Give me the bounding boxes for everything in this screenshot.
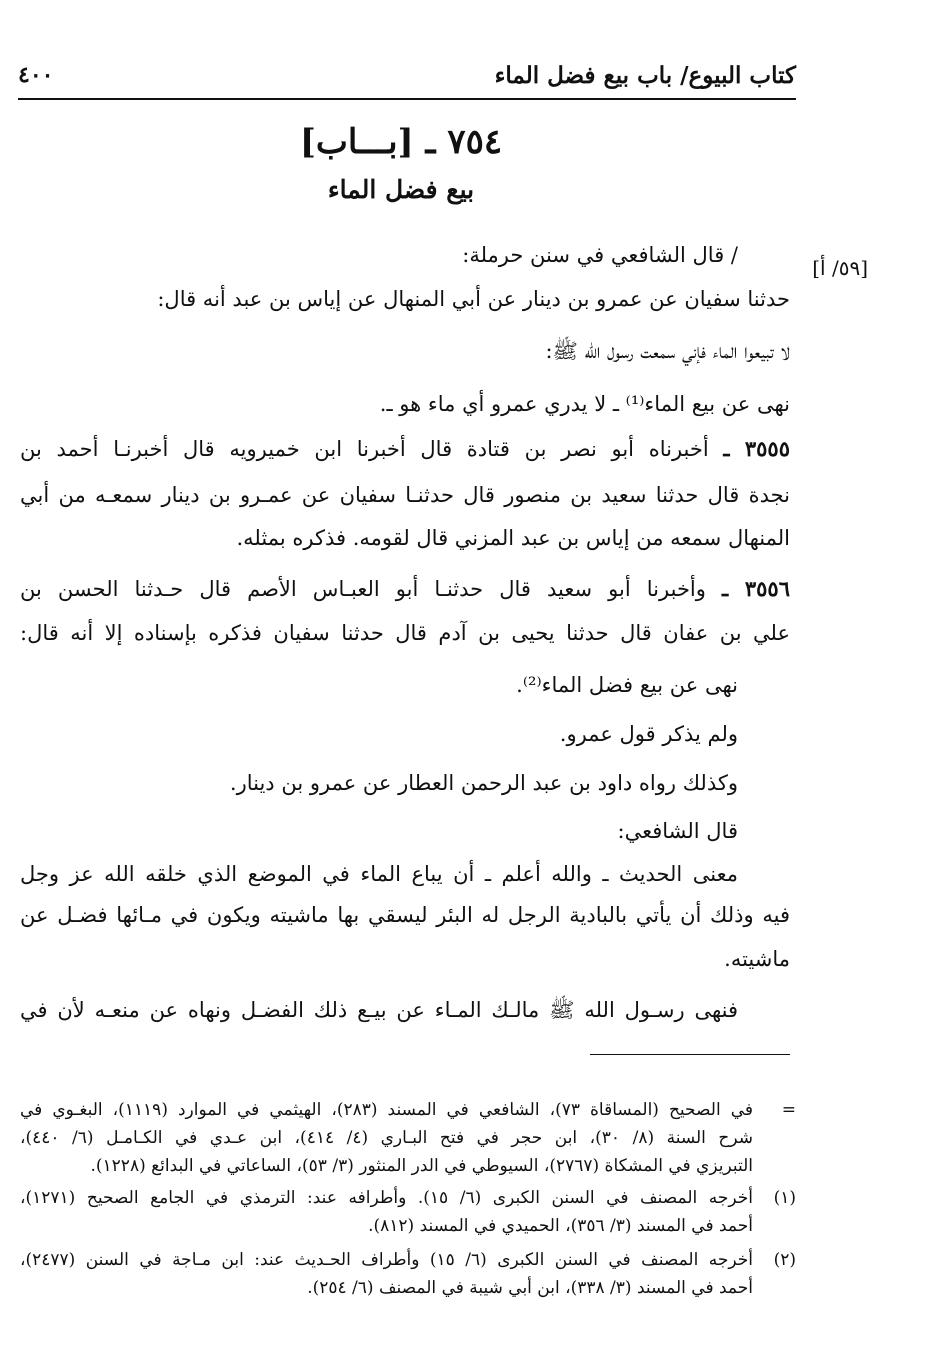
body-line: ولم يذكر قول عمرو. <box>559 722 738 746</box>
body-line: نهى عن بيع فضل الماء⁽²⁾. <box>516 673 738 697</box>
chapter-title: بيع فضل الماء <box>327 175 475 204</box>
footnote-marker: (١) <box>773 1188 796 1208</box>
footnote-separator <box>590 1054 790 1055</box>
chapter-heading: ٧٥٤ ـ [بـــاب] <box>299 122 503 162</box>
running-header <box>18 52 796 100</box>
body-line: / قال الشافعي في سنن حرملة: <box>462 243 738 267</box>
body-line: نجدة قال حدثنا سعيد بن منصور قال حدثنـا سفيان عن عمـرو بن دينار سمعـه من أبي <box>20 483 790 507</box>
footnote-continuation-marker: = <box>781 1100 796 1120</box>
footnote-line: في الصحيح (المساقاة ٧٣)، الشافعي في المسند (٢٨٣)، الهيثمي في الموارد (١١١٩)، البغـوي في <box>20 1100 753 1120</box>
body-line: ماشيته. <box>724 947 790 971</box>
hadith-3556-line-1 <box>20 572 790 606</box>
body-line: علي بن عفان قال حدثنا يحيى بن آدم قال حدثنا سفيان فذكره بإسناده إلا أنه قال: <box>20 621 790 645</box>
hadith-text: أخبرناه أبو نصر بن قتادة قال أخبرنا ابن خميرويه قال أخبرنـا أحمد بن <box>20 437 709 461</box>
hadith-text: وأخبرنا أبو سعيد قال حدثنـا أبو العبـاس الأصم قال حـدثنا الحسن بن <box>20 577 706 601</box>
hadith-number: ٣٥٥٦ ـ <box>722 576 790 601</box>
footnote-line: التبريزي في المشكاة (٢٧٦٧)، السيوطي في الدر المنثور (٣/ ٥٣)، الساعاتي في البدائع (١٢٢٨). <box>90 1156 753 1176</box>
body-line: قال الشافعي: <box>617 819 738 843</box>
body-line: المنهال سمعه من إياس بن عبد المزني قال لقومه. فذكره بمثله. <box>236 526 790 550</box>
body-line: فنهى رسـول الله ﷺ مالـك المـاء عن بيـع ذلك الفضـل ونهاه عن منعـه لأن في <box>20 998 738 1022</box>
body-line: فيه وذلك أن يأتي بالبادية الرجل له البئر ليسقي بها ماشيته ويكون في مـائها فضـل عن <box>20 903 790 927</box>
footnote-line: أحمد في المسند (٣/ ٣٣٨)، ابن أبي شيبة في المصنف (٦/ ٢٥٤). <box>307 1278 753 1298</box>
margin-folio-reference: [٥٩/ أ] <box>812 256 868 280</box>
body-line: وكذلك رواه داود بن عبد الرحمن العطار عن عمرو بن دينار. <box>229 771 738 795</box>
footnote-line: أحمد في المسند (٣/ ٣٥٦)، الحميدي في المسند (٨١٢). <box>368 1216 753 1236</box>
hadith-3555-line-1 <box>20 432 790 466</box>
body-line: معنى الحديث ـ والله أعلم ـ أن يباع الماء في الموضع الذي خلقه الله عز وجل <box>20 862 738 886</box>
footnote-marker: (٢) <box>773 1250 796 1270</box>
footnote-line: أخرجه المصنف في السنن الكبرى (٦/ ١٥). وأطرافه عند: الترمذي في الجامع الصحيح (١٢٧١)، <box>20 1188 753 1208</box>
hadith-number: ٣٥٥٥ ـ <box>723 436 790 461</box>
body-line: حدثنا سفيان عن عمرو بن دينار عن أبي المنهال عن إياس بن عبد أنه قال: <box>157 287 790 311</box>
footnote-line: أخرجه المصنف في السنن الكبرى (٦/ ١٥) وأطراف الحـديث عند: ابن مـاجة في السنن (٢٤٧٧)، <box>20 1250 753 1270</box>
page-number: ٤٠٠ <box>18 62 54 88</box>
body-line: نهى عن بيع الماء⁽¹⁾ ـ لا يدري عمرو أي ماء هو ـ. <box>379 392 790 416</box>
body-line: لا تبيعوا الماء فإني سمعت رسول الله ﷺ: <box>545 339 790 363</box>
footnote-line: شرح السنة (٨/ ٣٠)، ابن حجر في فتح البـاري (٤/ ٤١٤)، ابن عـدي في الكـامـل (٦/ ٤٤٠)، <box>20 1128 753 1148</box>
running-title: كتاب البيوع/ باب بيع فضل الماء <box>494 61 796 89</box>
